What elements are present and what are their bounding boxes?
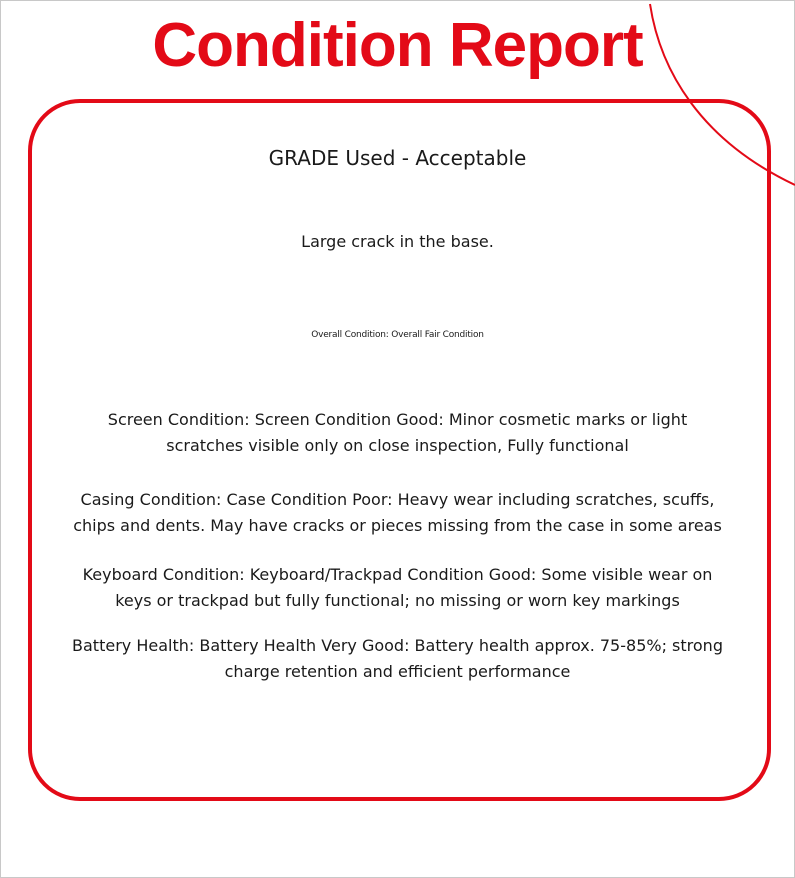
overall-condition: Overall Condition: Overall Fair Condition xyxy=(311,330,484,340)
casing-condition: Casing Condition: Case Condition Poor: Heavy wear including scratches, scuffs, chips and dents. May have cracks or pieces missing from the case in some areas xyxy=(73,490,722,535)
keyboard-condition: Keyboard Condition: Keyboard/Trackpad Condition Good: Some visible wear on keys or trackpad but fully functional; no missing or worn key markings xyxy=(82,565,713,610)
screen-condition: Screen Condition: Screen Condition Good: Minor cosmetic marks or light scratches visible only on close inspection, Fully functional xyxy=(107,410,688,455)
battery-health: Battery Health: Battery Health Very Good: Battery health approx. 75-85%; strong charge retention and efficient performance xyxy=(72,636,723,681)
condition-note: Large crack in the base. xyxy=(301,232,494,251)
grade-label: GRADE Used - Acceptable xyxy=(268,146,527,170)
page-title: Condition Report xyxy=(152,11,643,80)
